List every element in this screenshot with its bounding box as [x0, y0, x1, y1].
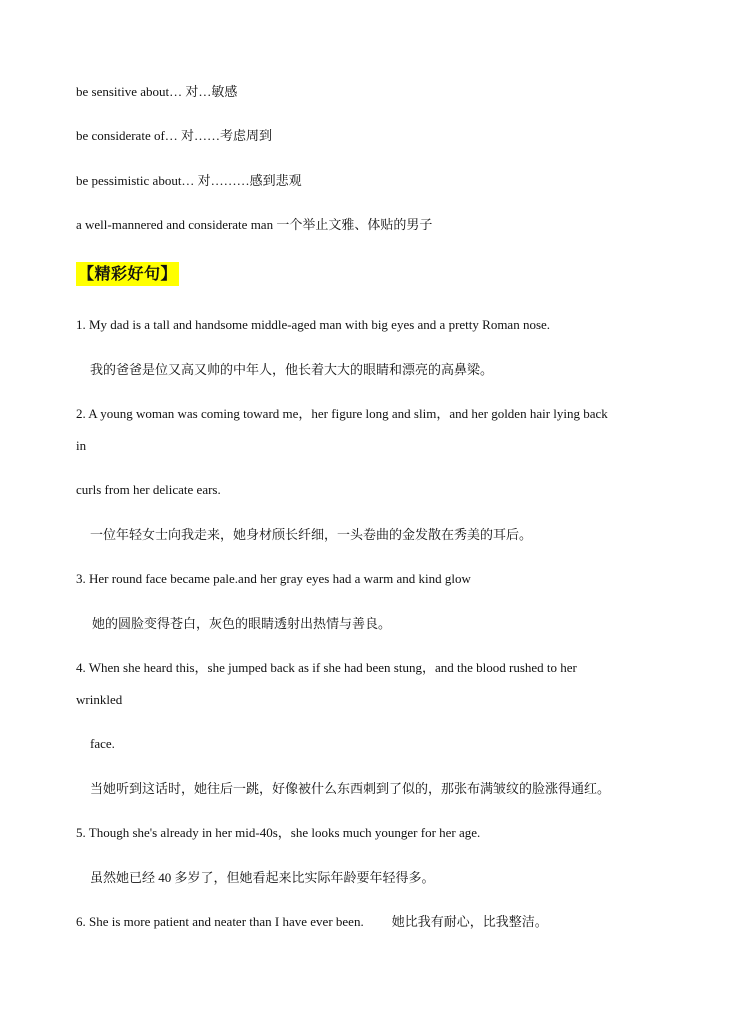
sentence-5-en: 5. Though she's already in her mid-40s，she looks much younger for her age. — [76, 825, 481, 840]
sentence-5-cn: 虽然她已经 40 多岁了，但她看起来比实际年龄要年轻得多。 — [90, 870, 435, 885]
sentence-1-cn: 我的爸爸是位又高又帅的中年人，他长着大大的眼睛和漂亮的高鼻梁。 — [90, 362, 494, 377]
sentence-3-cn: 她的圆脸变得苍白，灰色的眼睛透射出热情与善良。 — [92, 616, 392, 631]
sentence-4-en-c: face. — [90, 736, 115, 751]
sentence-6 — [76, 914, 548, 930]
sentence-4-en-b: wrinkled — [76, 692, 123, 707]
sentence-2-en-c: curls from her delicate ears. — [76, 482, 221, 497]
sentence-4-en-a: 4. When she heard this，she jumped back as if she had been stung，and the blood rushed to her — [76, 660, 577, 675]
vocab-line-1: be sensitive about… 对…敏感 — [76, 84, 238, 99]
vocab-line-2: be considerate of… 对……考虑周到 — [76, 128, 273, 143]
sentence-2-en-b: in — [76, 438, 87, 453]
sentence-1-en: 1. My dad is a tall and handsome middle-aged man with big eyes and a pretty Roman nose. — [76, 317, 551, 332]
sentence-2-en-a: 2. A young woman was coming toward me，her figure long and slim，and her golden hair lying back — [76, 406, 608, 421]
vocab-line-3: be pessimistic about… 对………感到悲观 — [76, 173, 302, 188]
sentence-3-en: 3. Her round face became pale.and her gray eyes had a warm and kind glow — [76, 571, 471, 586]
sentence-2-cn: 一位年轻女士向我走来，她身材颀长纤细，一头卷曲的金发散在秀美的耳后。 — [90, 527, 533, 542]
sentence-4-cn: 当她听到这话时，她往后一跳，好像被什么东西刺到了似的，那张布满皱纹的脸涨得通红。 — [90, 781, 611, 796]
sentence-6-en: 6. She is more patient and neater than I have ever been. — [76, 914, 364, 929]
section-heading: 【精彩好句】 — [76, 262, 179, 286]
sentence-6-cn: 她比我有耐心，比我整洁。 — [391, 914, 548, 929]
vocab-line-4: a well-mannered and considerate man 一个举止文雅、体贴的男子 — [76, 217, 433, 232]
